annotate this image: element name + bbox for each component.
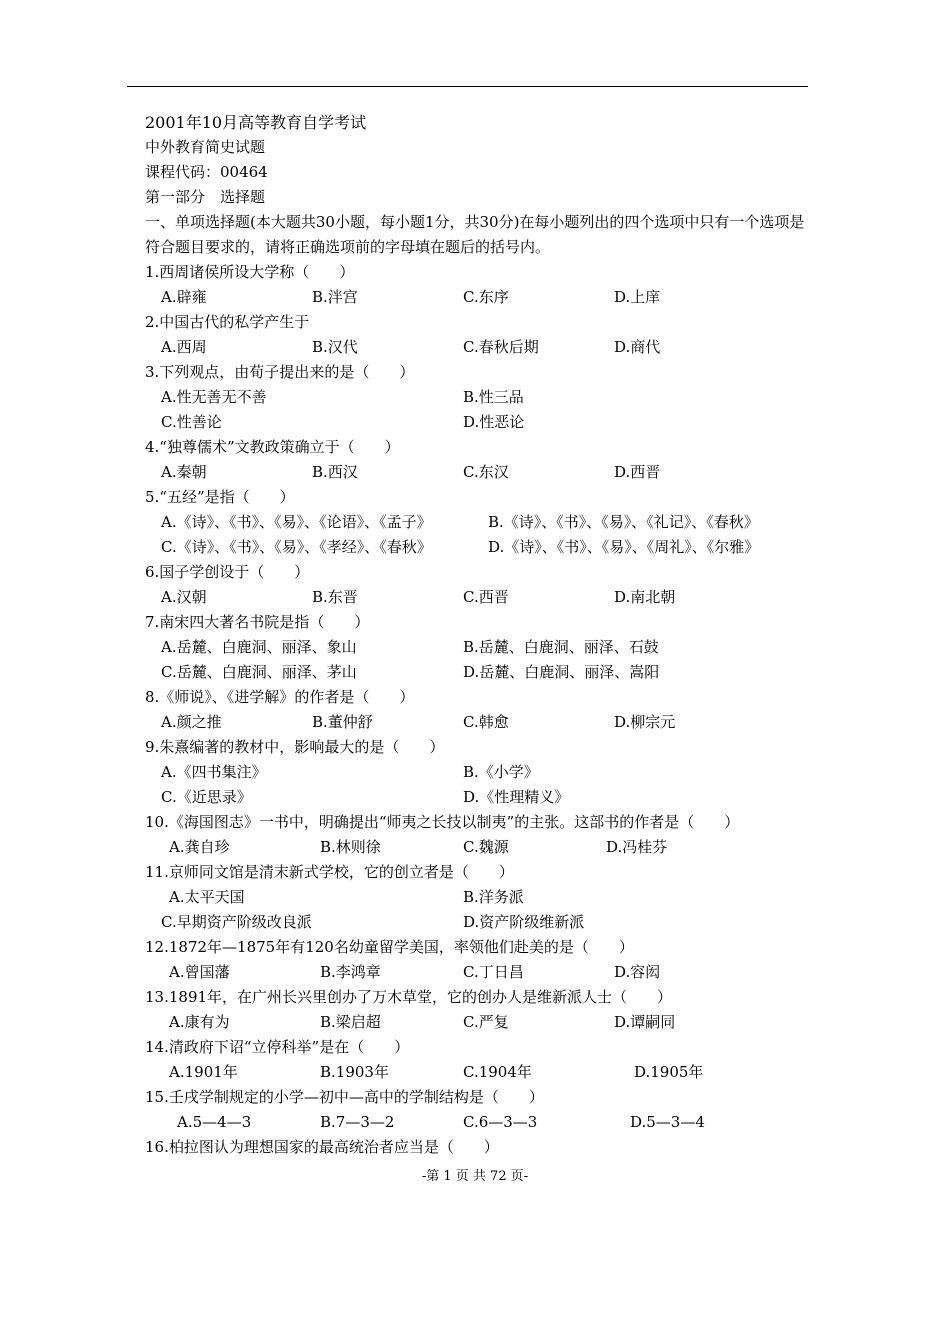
answer-option: C.春秋后期 [463,338,539,356]
page-footer: -第 1 页 共 72 页- [421,1169,529,1184]
answer-option: B.林则徐 [320,838,381,856]
answer-option: B.董仲舒 [312,713,373,731]
options-row [145,760,810,785]
answer-option: D.南北朝 [614,588,676,606]
options-row [145,835,810,860]
options-row [145,1110,810,1135]
options-row [145,710,810,735]
answer-option: A.曾国藩 [169,963,230,981]
answer-option: A.《四书集注》 [161,763,267,781]
answer-option: A.秦朝 [161,463,207,481]
answer-option: B.梁启超 [320,1013,381,1031]
options-row [145,660,810,685]
answer-option: C.《近思录》 [161,788,252,806]
question-stem: 6.国子学创设于（ ） [145,563,310,581]
answer-option: D.柳宗元 [614,713,676,731]
answer-option: C.6—3—3 [463,1113,538,1131]
answer-option: A.龚自珍 [169,838,230,856]
answer-option: A.汉朝 [161,588,207,606]
answer-option: D.资产阶级维新派 [463,913,585,931]
answer-option: B.岳麓、白鹿洞、丽泽、石鼓 [463,638,659,656]
answer-option: B.洋务派 [463,888,524,906]
question-stem: 2.中国古代的私学产生于 [145,313,310,331]
answer-option: B.李鸿章 [320,963,381,981]
question-stem: 9.朱熹编著的教材中，影响最大的是（ ） [145,738,445,756]
answer-option: A.西周 [161,338,207,356]
answer-option: B.1903年 [320,1063,389,1081]
options-row [145,585,810,610]
options-row [145,910,810,935]
question-stem: 1.西周诸侯所设大学称（ ） [145,263,355,281]
answer-option: B.性三品 [463,388,524,406]
answer-option: D.容闳 [614,963,661,981]
question-stem: 12.1872年—1875年有120名幼童留学美国，率领他们赴美的是（ ） [145,938,634,956]
answer-option: A.太平天国 [169,888,245,906]
answer-option: A.岳麓、白鹿洞、丽泽、象山 [161,638,357,656]
answer-option: C.魏源 [463,838,509,856]
answer-option: C.1904年 [463,1063,532,1081]
question-stem: 3.下列观点，由荀子提出来的是（ ） [145,363,415,381]
answer-option: D.1905年 [634,1063,704,1081]
course-code: 课程代码：00464 [145,163,268,181]
answer-option: A.5—4—3 [177,1113,252,1131]
question-stem: 11.京师同文馆是清末新式学校，它的创立者是（ ） [145,863,514,881]
answer-option: B.《诗》、《书》、《易》、《礼记》、《春秋》 [488,513,759,531]
question-stem: 14.清政府下诏“立停科举”是在（ ） [145,1038,410,1056]
question-stem: 7.南宋四大著名书院是指（ ） [145,613,370,631]
exam-subject: 中外教育简史试题 [145,138,266,156]
answer-option: A.《诗》、《书》、《易》、《论语》、《孟子》 [161,513,432,531]
exam-title: 2001年10月高等教育自学考试 [145,113,367,132]
question-stem: 15.壬戌学制规定的小学—初中—高中的学制结构是（ ） [145,1088,544,1106]
options-row [145,410,810,435]
answer-option: C.严复 [463,1013,509,1031]
answer-option: B.东晋 [312,588,358,606]
answer-option: B.汉代 [312,338,358,356]
section-heading: 第一部分 选择题 [145,188,266,206]
answer-option: C.东汉 [463,463,509,481]
question-stem: 5.“五经”是指（ ） [145,488,295,506]
options-row [145,635,810,660]
header-rule [127,86,808,87]
answer-option: D.冯桂芬 [606,838,668,856]
answer-option: C.性善论 [161,413,222,431]
answer-option: D.岳麓、白鹿洞、丽泽、嵩阳 [463,663,660,681]
answer-option: C.东序 [463,288,509,306]
answer-option: C.丁日昌 [463,963,524,981]
question-stem: 8.《师说》、《进学解》的作者是（ ） [145,688,415,706]
instructions: 一、单项选择题(本大题共30小题，每小题1分，共30分)在每小题列出的四个选项中只有一个选项是符合题目要求的，请将正确选项前的字母填在题后的括号内。 [145,213,805,256]
answer-option: B.西汉 [312,463,358,481]
question-list [145,260,810,1160]
answer-option: B.7—3—2 [320,1113,395,1131]
answer-option: D.商代 [614,338,661,356]
answer-option: A.性无善无不善 [161,388,267,406]
answer-option: A.康有为 [169,1013,230,1031]
options-row [145,960,810,985]
question-stem: 13.1891年，在广州长兴里创办了万木草堂，它的创办人是维新派人士（ ） [145,988,673,1006]
answer-option: A.辟雍 [161,288,207,306]
answer-option: D.5—3—4 [630,1113,705,1131]
answer-option: A.颜之推 [161,713,222,731]
options-row [145,385,810,410]
answer-option: D.《诗》、《书》、《易》、《周礼》、《尔雅》 [488,538,760,556]
options-row [145,510,810,535]
options-row [145,535,810,560]
options-row [145,785,810,810]
answer-option: C.早期资产阶级改良派 [161,913,312,931]
exam-content [145,110,810,1160]
answer-option: C.西晋 [463,588,509,606]
options-row [145,335,810,360]
answer-option: C.《诗》、《书》、《易》、《孝经》、《春秋》 [161,538,432,556]
answer-option: C.韩愈 [463,713,509,731]
answer-option: D.西晋 [614,463,661,481]
options-row [145,1060,810,1085]
answer-option: C.岳麓、白鹿洞、丽泽、茅山 [161,663,357,681]
answer-option: D.《性理精义》 [463,788,570,806]
question-stem: 10.《海国图志》一书中，明确提出“师夷之长技以制夷”的主张。这部书的作者是（ ） [145,813,740,831]
answer-option: D.谭嗣同 [614,1013,676,1031]
answer-option: D.上庠 [614,288,661,306]
question-stem: 4.“独尊儒术”文教政策确立于（ ） [145,438,400,456]
answer-option: B.泮宫 [312,288,358,306]
options-row [145,285,810,310]
answer-option: D.性恶论 [463,413,525,431]
answer-option: A.1901年 [169,1063,238,1081]
options-row [145,1010,810,1035]
question-stem: 16.柏拉图认为理想国家的最高统治者应当是（ ） [145,1138,499,1156]
options-row [145,885,810,910]
options-row [145,460,810,485]
answer-option: B.《小学》 [463,763,539,781]
